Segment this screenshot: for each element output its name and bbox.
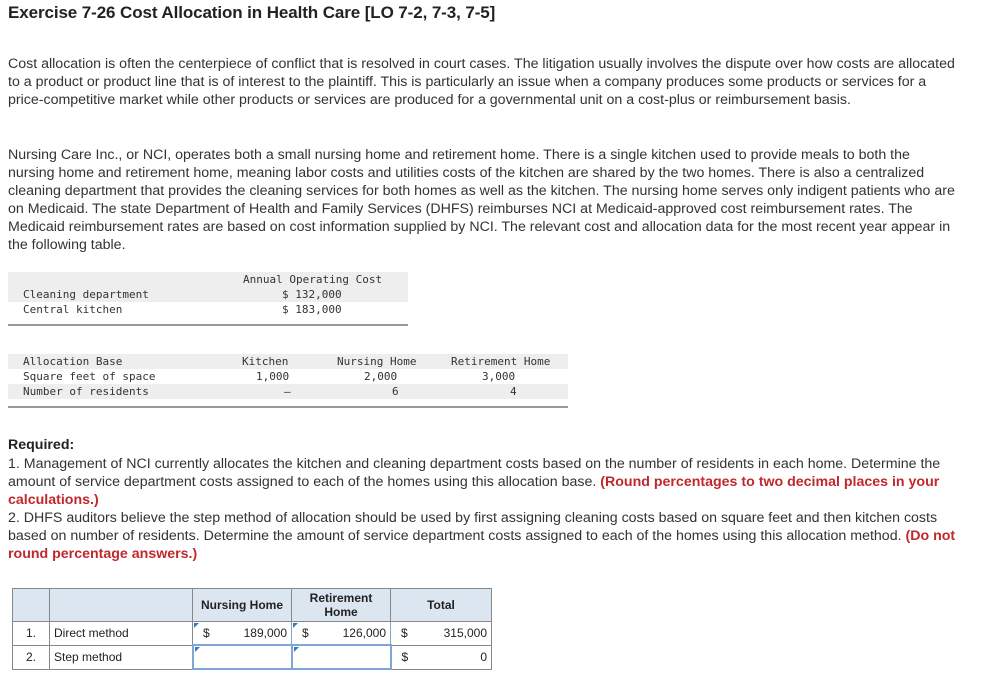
- row-number: 2.: [13, 645, 50, 669]
- nursing-home-input[interactable]: [193, 645, 292, 669]
- required-item-2-text: 2. DHFS auditors believe the step method of allocation should be used by first assigning cleaning costs based on square feet and then kitchen costs based on number of residents. Determine the amount of service department costs assigned to each of the homes using this allocation method.: [8, 510, 938, 544]
- allocation-value: 2,000: [364, 370, 398, 383]
- required-item-2-note: (Do not round percentage answers.): [8, 528, 956, 562]
- allocation-value: 3,000: [482, 370, 516, 383]
- retirement-home-input[interactable]: [292, 622, 391, 646]
- currency-symbol: $: [401, 650, 409, 664]
- row-method: Direct method: [50, 622, 193, 646]
- cost-row-label: Central kitchen: [23, 303, 123, 316]
- allocation-value: –: [284, 385, 291, 398]
- cost-table: [8, 272, 408, 330]
- exercise-title: Exercise 7-26 Cost Allocation in Health Care [LO 7-2, 7-3, 7-5]: [8, 3, 496, 22]
- header-retirement-home: [292, 589, 391, 622]
- row-method: Step method: [50, 645, 193, 669]
- row-number: 1.: [13, 622, 50, 646]
- cell-value: 315,000: [443, 626, 487, 641]
- cost-row: [8, 287, 408, 302]
- cell-value: 189,000: [243, 626, 287, 640]
- required-item-1-text: 1. Management of NCI currently allocates the kitchen and cleaning department costs based on the number of residents in each home. Determine the amount of service department costs assigned to each of the homes using this allocation base.: [8, 456, 941, 490]
- nursing-home-input[interactable]: [193, 622, 292, 646]
- retirement-home-input[interactable]: [292, 645, 391, 669]
- currency-symbol: $: [203, 626, 210, 640]
- allocation-header: Kitchen: [242, 355, 289, 368]
- allocation-value: 6: [392, 385, 399, 398]
- cell-value: 126,000: [342, 626, 386, 640]
- allocation-row: [8, 369, 568, 384]
- table-divider: [8, 324, 408, 326]
- allocation-value: 4: [510, 385, 517, 398]
- allocation-header: Retirement Home: [451, 355, 551, 368]
- currency-symbol: $: [401, 626, 408, 641]
- allocation-row: [8, 384, 568, 399]
- total-cell: [391, 645, 492, 669]
- nci-paragraph: Nursing Care Inc., or NCI, operates both a small nursing home and retirement home. There is a single kitchen used to provide meals to both the nursing home and retirement home, meaning labor costs and utilities costs of the kitchen are shared by the two homes. There is also a centralized cleaning department that provides the cleaning services for both homes as well as the kitchen. The nursing home serves only indigent patients who are on Medicaid. The state Department of Health and Family Services (DHFS) reimburses NCI at Medicaid-approved cost reimbursement rates. The Medicaid reimbursement rates are based on cost information supplied by NCI. The relevant cost and allocation data for the most recent year appear in the following table.: [8, 147, 955, 253]
- table-row: [13, 622, 492, 646]
- header-blank: [50, 589, 193, 622]
- currency-symbol: $: [302, 626, 309, 640]
- header-blank: [13, 589, 50, 622]
- cost-row-value: $ 183,000: [282, 303, 342, 316]
- table-row: [13, 645, 492, 669]
- allocation-header: Allocation Base: [23, 355, 123, 368]
- header-retirement-home-label: Retirement Home: [309, 591, 373, 619]
- required-item-2: [8, 509, 956, 563]
- allocation-value: 1,000: [256, 370, 290, 383]
- required-heading: Required:: [8, 437, 75, 453]
- allocation-header-row: [8, 354, 568, 369]
- allocation-table: [8, 354, 568, 412]
- required-item-1-note: (Round percentages to two decimal places in your calculations.): [8, 474, 940, 508]
- cost-row: [8, 302, 408, 317]
- intro-paragraph: Cost allocation is often the centerpiece of conflict that is resolved in court cases. The litigation usually involves the dispute over how costs are allocated to a product or product line that is of interest to the plaintiff. This is particularly an issue when a company produces some products or services for a price-competitive market while other products or services are produced for a governmental unit on a cost-plus or reimbursement basis.: [8, 56, 955, 108]
- allocation-label: Square feet of space: [23, 370, 156, 383]
- cell-value: 0: [480, 650, 487, 664]
- required-item-1: [8, 455, 956, 509]
- cost-row-value: $ 132,000: [282, 288, 342, 301]
- header-total: Total: [391, 589, 492, 622]
- header-nursing-home: Nursing Home: [193, 589, 292, 622]
- total-cell: [391, 622, 492, 646]
- cost-row-label: Cleaning department: [23, 288, 149, 301]
- cost-header: Annual Operating Cost: [243, 273, 383, 286]
- allocation-header: Nursing Home: [337, 355, 417, 368]
- allocation-label: Number of residents: [23, 385, 149, 398]
- table-divider: [8, 406, 568, 408]
- answer-table: [12, 588, 492, 670]
